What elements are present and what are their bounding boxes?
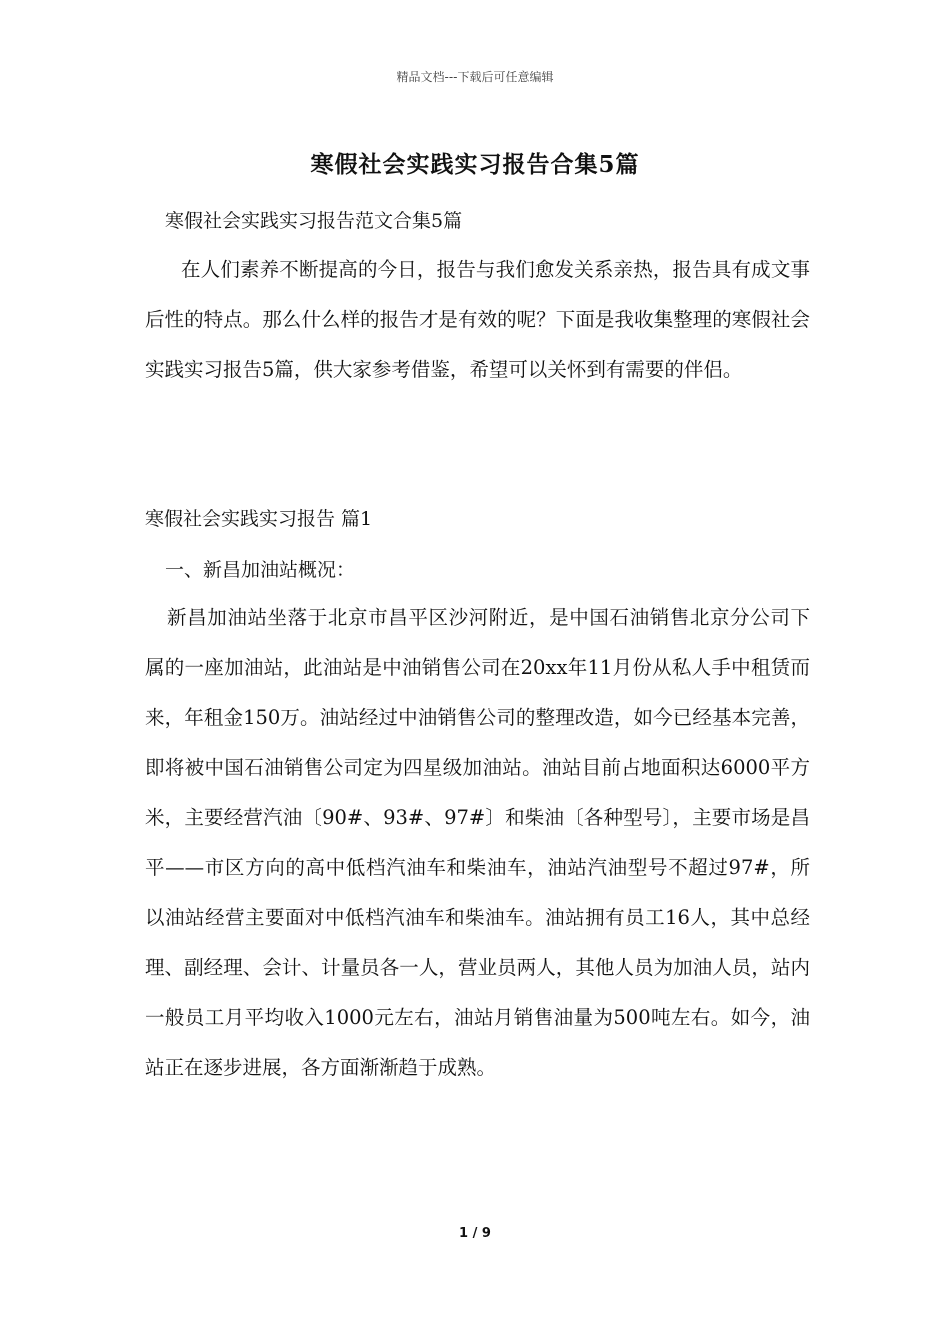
document-subtitle: 寒假社会实践实习报告范文合集5篇 (165, 210, 463, 232)
page-number: 1 / 9 (459, 1226, 491, 1241)
section-paragraph: 新昌加油站坐落于北京市昌平区沙河附近，是中国石油销售北京分公司下属的一座加油站，此油站是中油销售公司在20xx年11月份从私人手中租赁而来，年租金150万。油站经过中油销售公司的整理改造，如今已经基本完善，即将被中国石油销售公司定为四星级加油站。油站目前占地面积达6000平方米，主要经营汽油〔90#、93#、97#〕和柴油〔各种型号〕，主要市场是昌平——市区方向的高中低档汽油车和柴油车，油站汽油型号不超过97#，所以油站经营主要面对中低档汽油车和柴油车。油站拥有员工16人，其中总经理、副经理、会计、计量员各一人，营业员两人，其他人员为加油人员，站内一般员工月平均收入1000元左右，油站月销售油量为500吨左右。如今，油站正在逐步进展，各方面渐渐趋于成熟。 (145, 606, 810, 1079)
intro-paragraph: 在人们素养不断提高的今日，报告与我们愈发关系亲热，报告具有成文事后性的特点。那么什么样的报告才是有效的呢？下面是我收集整理的寒假社会实践实习报告5篇，供大家参考借鉴，希望可以关怀到有需要的伴侣。 (145, 258, 810, 381)
section-subheading: 一、新昌加油站概况： (165, 559, 356, 581)
page-header: 精品文档---下载后可任意编辑 (396, 70, 554, 84)
document-title: 寒假社会实践实习报告合集5篇 (310, 151, 640, 178)
section-heading: 寒假社会实践实习报告 篇1 (145, 508, 373, 530)
